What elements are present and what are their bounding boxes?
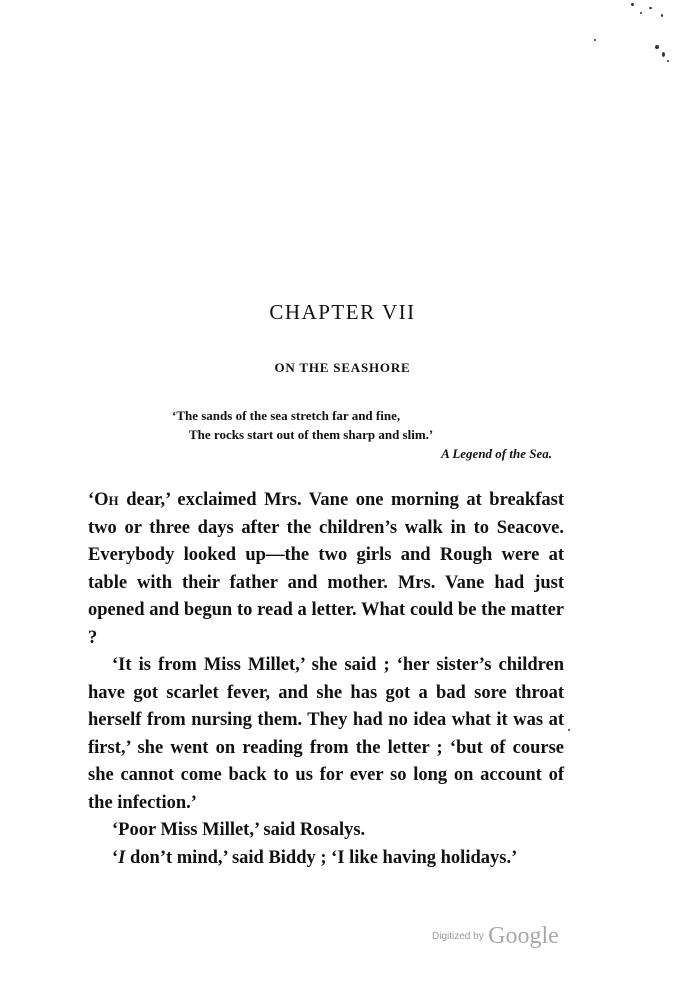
paragraph-3: ‘Poor Miss Millet,’ said Rosalys. xyxy=(112,820,366,840)
scan-speck xyxy=(655,45,659,49)
watermark-prefix: Digitized by xyxy=(432,931,484,942)
paragraph-1 xyxy=(88,487,564,652)
paragraph-4-text: don’t mind,’ said Biddy ; ‘I like having holidays.’ xyxy=(125,847,518,868)
dropcap-word: Oh xyxy=(94,490,119,510)
paragraph-4 xyxy=(88,845,564,873)
epigraph xyxy=(172,406,552,463)
scan-speck xyxy=(667,60,669,62)
scan-speck xyxy=(649,7,652,9)
body-text xyxy=(88,487,564,872)
chapter-subtitle: ON THE SEASHORE xyxy=(274,360,411,375)
epigraph-line-2: The rocks start out of them sharp and slim.’ xyxy=(189,427,434,442)
epigraph-line-1: ‘The sands of the sea stretch far and fine, xyxy=(172,408,401,423)
scan-speck xyxy=(631,3,634,6)
scan-speck xyxy=(568,729,570,731)
scan-speck xyxy=(594,39,596,41)
chapter-title: CHAPTER VII xyxy=(269,300,416,324)
google-logo: Google xyxy=(488,923,559,949)
paragraph-1-text: dear,’ exclaimed Mrs. Vane one morning at breakfast two or three days after the children’s walk in to Seacove. Everybody looked up—the two girls and Rough were at table with their father and mother. Mrs. Vane had just opened and begun to read a letter. What could be the matter ? xyxy=(88,490,564,648)
digitized-by-google-watermark xyxy=(432,923,559,950)
open-quote: ‘ xyxy=(112,847,119,868)
scan-speck xyxy=(661,14,663,17)
scan-speck xyxy=(662,52,665,57)
paragraph-2: ‘It is from Miss Millet,’ she said ; ‘her sister’s children have got scarlet fever, and she has got a bad sore throat herself from nursing them. They had no idea what it was at first,’ she went on reading from the letter ; ‘but of course she cannot come back to us for ever so long on account of the infection.’ xyxy=(88,655,564,813)
scan-speck xyxy=(640,12,642,14)
italic-word: I xyxy=(118,847,126,868)
open-quote: ‘ xyxy=(88,490,95,510)
epigraph-source: A Legend of the Sea. xyxy=(441,446,552,461)
